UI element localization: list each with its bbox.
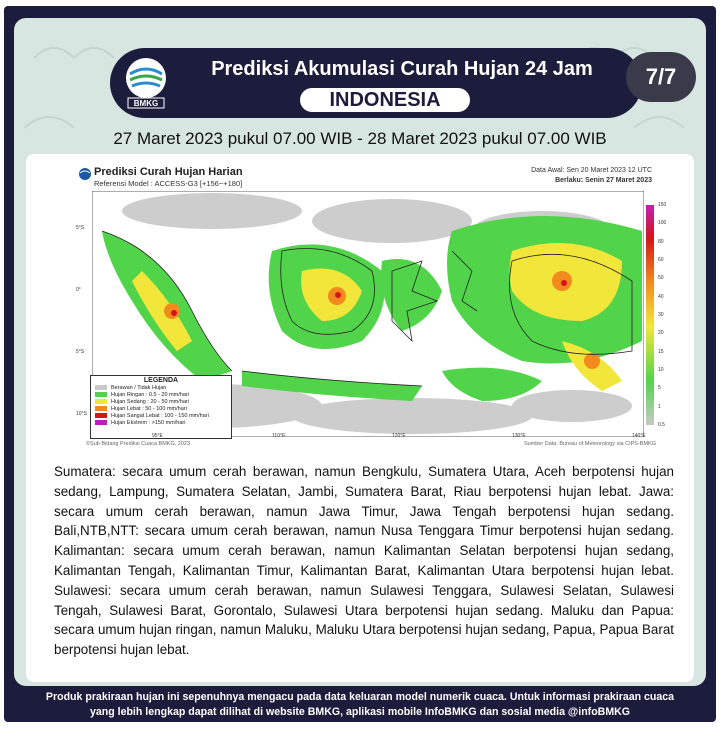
longitude-tick-label: 95°E <box>152 433 163 439</box>
infographic-panel <box>14 18 706 686</box>
legend-item <box>91 405 231 412</box>
legend-item <box>91 384 231 391</box>
longitude-tick-label: 120°E <box>392 433 406 439</box>
footer-line-1: Produk prakiraan hujan ini sepenuhnya mengacu pada data keluaran model numerik cuaca. Untuk informasi prakiraan cuaca <box>45 691 675 703</box>
map-title: Prediksi Curah Hujan Harian <box>94 166 243 178</box>
latitude-tick-label: 5°S <box>76 349 85 355</box>
region-label: INDONESIA <box>300 88 470 112</box>
page-title: Prediksi Akumulasi Curah Hujan 24 Jam <box>211 58 593 80</box>
colorbar-tick-label: 80 <box>658 238 664 245</box>
logo-label: BMKG <box>133 99 159 108</box>
legend-item <box>91 391 231 398</box>
page-indicator: 7/7 <box>626 52 696 102</box>
footer-note <box>14 690 706 720</box>
legend-swatch <box>95 413 107 418</box>
legend-item <box>91 419 231 426</box>
legend-swatch <box>95 392 107 397</box>
map-data-source: Sumber Data: Bureau of Meteorology via CIPS-BMKG <box>523 441 656 447</box>
legend-swatch <box>95 420 107 425</box>
colorbar-tick-label: 0.5 <box>658 422 665 428</box>
legend-swatch <box>95 406 107 411</box>
longitude-tick-label: 140°E <box>632 433 646 439</box>
legend-swatch <box>95 385 107 390</box>
rainfall-map <box>72 165 667 455</box>
forecast-period: 27 Maret 2023 pukul 07.00 WIB - 28 Maret 2023 pukul 07.00 WIB <box>113 129 607 148</box>
colorbar-tick-label: 10 <box>658 367 664 373</box>
longitude-tick-label: 110°E <box>272 433 286 439</box>
colorbar-tick-label: 30 <box>658 312 664 318</box>
bmkg-logo-icon <box>124 56 168 110</box>
colorbar-tick-label: 1 <box>658 403 661 410</box>
latitude-tick-label: 10°S <box>76 411 87 417</box>
latitude-tick-label: 5°S <box>76 225 85 231</box>
legend-label: Hujan Sangat Lebat : 100 - 150 mm/hari <box>111 412 209 419</box>
longitude-tick-label: 130°E <box>512 433 526 439</box>
legend-label: Hujan Lebat : 50 - 100 mm/hari <box>111 405 187 412</box>
legend-label: Hujan Ringan : 0.5 - 20 mm/hari <box>111 391 189 398</box>
colorbar-tick-label: 60 <box>658 257 664 263</box>
header-banner <box>110 48 642 118</box>
map-credit: ©Sub Bidang Prediksi Cuaca BMKG, 2023 <box>86 441 191 447</box>
latitude-tick-label: 0° <box>76 287 81 293</box>
colorbar-tick-label: 150 <box>658 202 667 208</box>
colorbar-tick-label: 100 <box>658 220 667 227</box>
content-card <box>26 154 694 682</box>
footer-line-2: yang lebih lengkap dapat dilihat di website BMKG, aplikasi mobile InfoBMKG dan sosial media @infoBMKG <box>89 706 631 718</box>
legend-title: LEGENDA <box>143 377 179 384</box>
legend-label: Berawan / Tidak Hujan <box>111 384 167 391</box>
colorbar <box>646 205 654 425</box>
map-legend <box>90 375 232 439</box>
infographic-frame <box>4 6 716 722</box>
colorbar-tick-label: 40 <box>658 293 664 300</box>
forecast-description: Sumatera: secara umum cerah berawan, namun Bengkulu, Sumatera Utara, Aceh berpotensi hujan sedang, Lampung, Sumatera Selatan, Jambi, Sumatera Barat, Riau berpotensi hujan lebat. Jawa: secara umum cerah berawan, namun Jawa Timur, Jawa Tengah berpotensi hujan sedang. Bali,NTB,NTT: secara umum cerah berawan, namun Nusa Tenggara Timur berpotensi hujan sedang. Kalimantan: secara umum cerah berawan, namun Kalimantan Selatan berpotensi hujan sedang, Kalimantan Tengah, Kalimantan Timur, Kalimantan Barat, Kalimantan Utara berpotensi hujan lebat. Sulawesi: secara umum cerah berawan, namun Sulawesi Tenggara, Sulawesi Selatan, Sulawesi Tengah, Sulawesi Barat, Gorontalo, Sulawesi Utara berpotensi hujan sedang. Maluku dan Papua: secara umum hujan ringan, namun Maluku, Maluku Utara berpotensi hujan sedang, Papua, Papua Barat berpotensi hujan lebat. <box>54 464 674 658</box>
map-data-start: Data Awal: Sen 20 Maret 2023 12 UTC <box>531 167 652 174</box>
legend-swatch <box>95 399 107 404</box>
legend-label: Hujan Ekstrem : >150 mm/hari <box>111 419 186 426</box>
legend-label: Hujan Sedang : 20 - 50 mm/hari <box>111 398 189 405</box>
colorbar-tick-label: 50 <box>658 275 664 282</box>
colorbar-tick-label: 5 <box>658 385 661 392</box>
map-valid-date: Berlaku: Senin 27 Maret 2023 <box>555 177 652 184</box>
map-logo-icon <box>78 167 92 181</box>
colorbar-tick-label: 15 <box>658 348 664 355</box>
legend-item <box>91 398 231 405</box>
legend-item <box>91 412 231 419</box>
map-reference: Referensi Model : ACCESS-G3 [+156~+180] <box>94 179 243 188</box>
colorbar-tick-label: 20 <box>658 330 664 337</box>
